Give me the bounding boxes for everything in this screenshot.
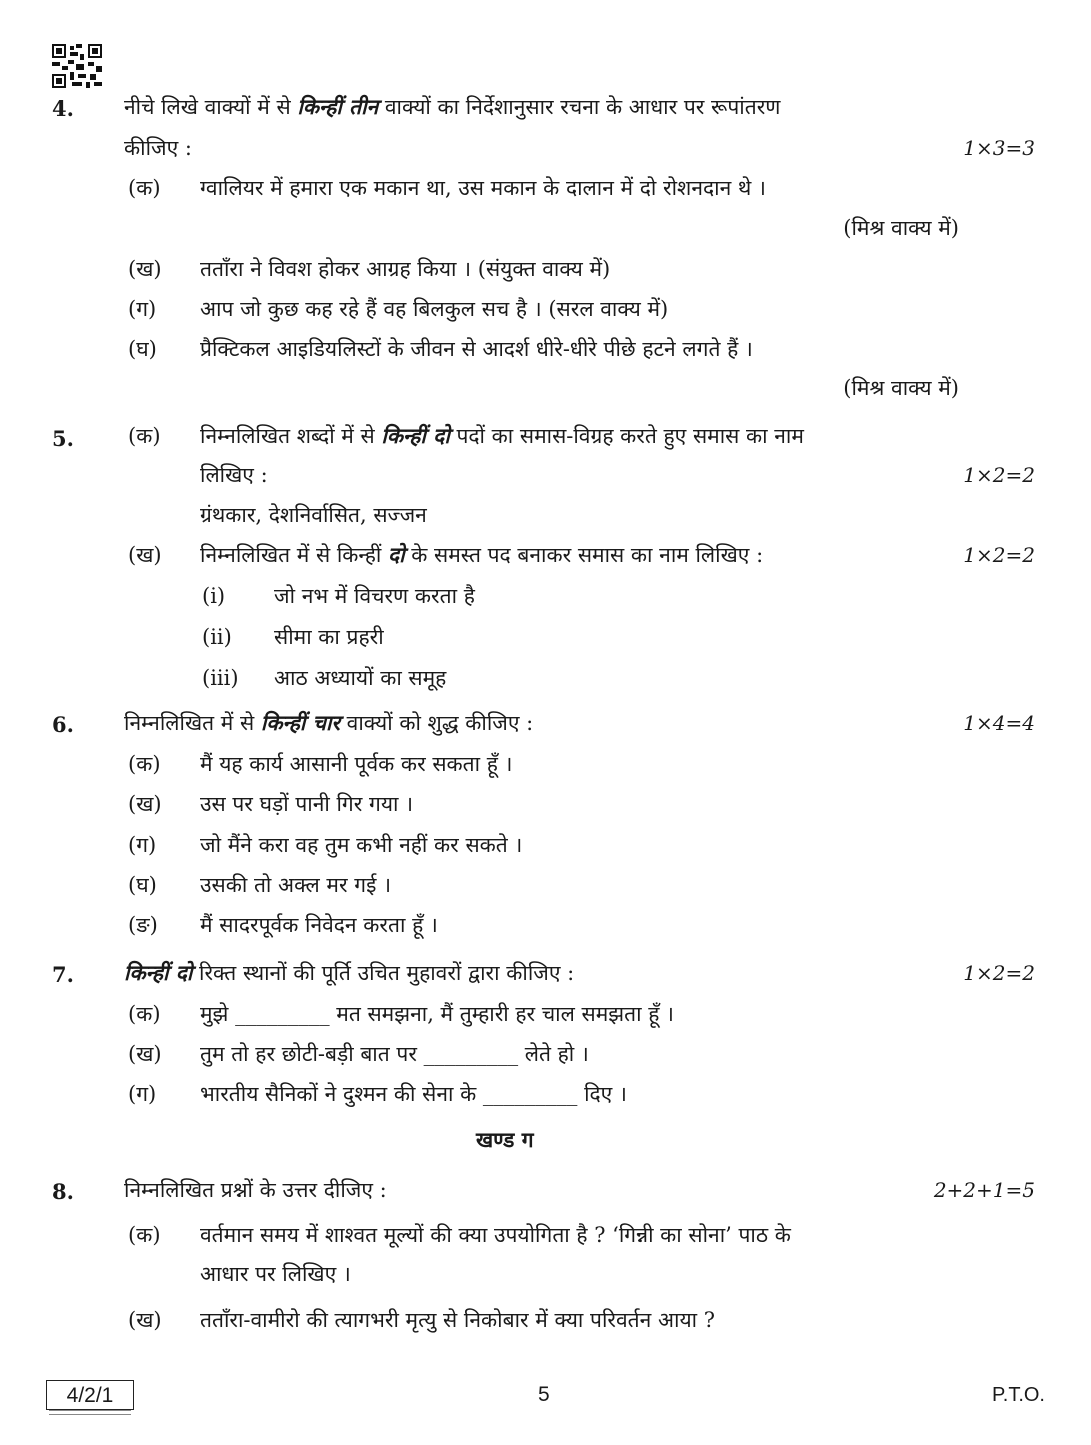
- item-text-continued: आधार पर लिखिए ।: [200, 1262, 351, 1286]
- item-label: (ग): [128, 297, 157, 321]
- item-note: (मिश्र वाक्य में): [843, 216, 959, 240]
- item-label: (क): [128, 752, 161, 776]
- question-text: निम्नलिखित प्रश्नों के उत्तर दीजिए :: [124, 1178, 387, 1202]
- marks: 1×3=3: [963, 136, 1035, 160]
- item-text: वर्तमान समय में शाश्वत मूल्यों की क्या उपयोगिता है ? ‘गिन्नी का सोना’ पाठ के: [200, 1223, 791, 1247]
- item-text: भारतीय सैनिकों ने दुश्मन की सेना के _________ दिए ।: [200, 1082, 627, 1106]
- item-label: (क): [128, 176, 161, 200]
- question-number: 4.: [52, 96, 74, 121]
- question-number: 5.: [52, 426, 74, 451]
- question-text-continued: लिखिए :: [200, 463, 268, 487]
- item-label: (ग): [128, 1082, 157, 1106]
- marks: 1×4=4: [963, 711, 1035, 735]
- item-label: (क): [128, 424, 161, 448]
- item-text: ग्वालियर में हमारा एक मकान था, उस मकान के दालान में दो रोशनदान थे ।: [200, 176, 766, 200]
- item-text: मैं यह कार्य आसानी पूर्वक कर सकता हूँ ।: [200, 752, 513, 776]
- item-note: (मिश्र वाक्य में): [843, 376, 959, 400]
- sub-item-text: जो नभ में विचरण करता है: [274, 584, 475, 608]
- question-text-continued: कीजिए :: [124, 136, 192, 160]
- item-text: उसकी तो अक्ल मर गई ।: [200, 873, 392, 897]
- item-label: (ख): [128, 1308, 162, 1332]
- item-label: (ङ): [128, 913, 158, 937]
- marks: 1×2=2: [963, 961, 1035, 985]
- pto-label: P.T.O.: [992, 1384, 1045, 1406]
- item-text: मैं सादरपूर्वक निवेदन करता हूँ ।: [200, 913, 438, 937]
- question-number: 6.: [52, 712, 74, 737]
- sub-item-label: (iii): [202, 666, 239, 690]
- question-text: नीचे लिखे वाक्यों में से किन्हीं तीन वाक्यों का निर्देशानुसार रचना के आधार पर रूपांतरण: [124, 94, 781, 119]
- marks: 2+2+1=5: [933, 1178, 1035, 1202]
- item-label: (ख): [128, 1042, 162, 1066]
- word-list: ग्रंथकार, देशनिर्वासित, सज्जन: [200, 503, 427, 527]
- item-label: (क): [128, 1002, 161, 1026]
- sub-item-text: सीमा का प्रहरी: [274, 625, 384, 649]
- item-label: (ग): [128, 833, 157, 857]
- item-label: (ख): [128, 257, 162, 281]
- marks: 1×2=2: [963, 543, 1035, 567]
- item-label: (ख): [128, 543, 162, 567]
- item-text: तताँरा-वामीरो की त्यागभरी मृत्यु से निकोबार में क्या परिवर्तन आया ?: [200, 1308, 715, 1332]
- item-label: (क): [128, 1223, 161, 1247]
- item-label: (घ): [128, 337, 157, 361]
- qr-code-icon: [52, 44, 102, 88]
- sub-item-text: आठ अध्यायों का समूह: [274, 666, 447, 690]
- marks: 1×2=2: [963, 463, 1035, 487]
- question-text: निम्नलिखित में से किन्हीं चार वाक्यों को शुद्ध कीजिए :: [124, 710, 534, 735]
- question-number: 8.: [52, 1179, 74, 1204]
- paper-code: 4/2/1: [46, 1380, 134, 1410]
- question-text: निम्नलिखित में से किन्हीं दो के समस्त पद बनाकर समास का नाम लिखिए :: [200, 542, 764, 567]
- item-text: प्रैक्टिकल आइडियलिस्टों के जीवन से आदर्श धीरे-धीरे पीछे हटने लगते हैं ।: [200, 337, 753, 361]
- question-text: किन्हीं दो रिक्त स्थानों की पूर्ति उचित मुहावरों द्वारा कीजिए :: [124, 960, 575, 985]
- section-heading: खण्ड ग: [476, 1127, 534, 1152]
- item-text: उस पर घड़ों पानी गिर गया ।: [200, 792, 414, 816]
- sub-item-label: (ii): [202, 625, 232, 649]
- page-number: 5: [538, 1383, 550, 1406]
- item-text: तुम तो हर छोटी-बड़ी बात पर _________ लेते हो ।: [200, 1042, 589, 1066]
- item-text: मुझे _________ मत समझना, मैं तुम्हारी हर चाल समझता हूँ ।: [200, 1002, 675, 1026]
- item-text: तताँरा ने विवश होकर आग्रह किया । (संयुक्त वाक्य में): [200, 257, 611, 281]
- item-text: जो मैंने करा वह तुम कभी नहीं कर सकते ।: [200, 833, 523, 857]
- item-label: (ख): [128, 792, 162, 816]
- item-label: (घ): [128, 873, 157, 897]
- question-text: निम्नलिखित शब्दों में से किन्हीं दो पदों का समास-विग्रह करते हुए समास का नाम: [200, 423, 804, 448]
- sub-item-label: (i): [202, 584, 226, 608]
- item-text: आप जो कुछ कह रहे हैं वह बिलकुल सच है । (सरल वाक्य में): [200, 297, 669, 321]
- question-number: 7.: [52, 962, 74, 987]
